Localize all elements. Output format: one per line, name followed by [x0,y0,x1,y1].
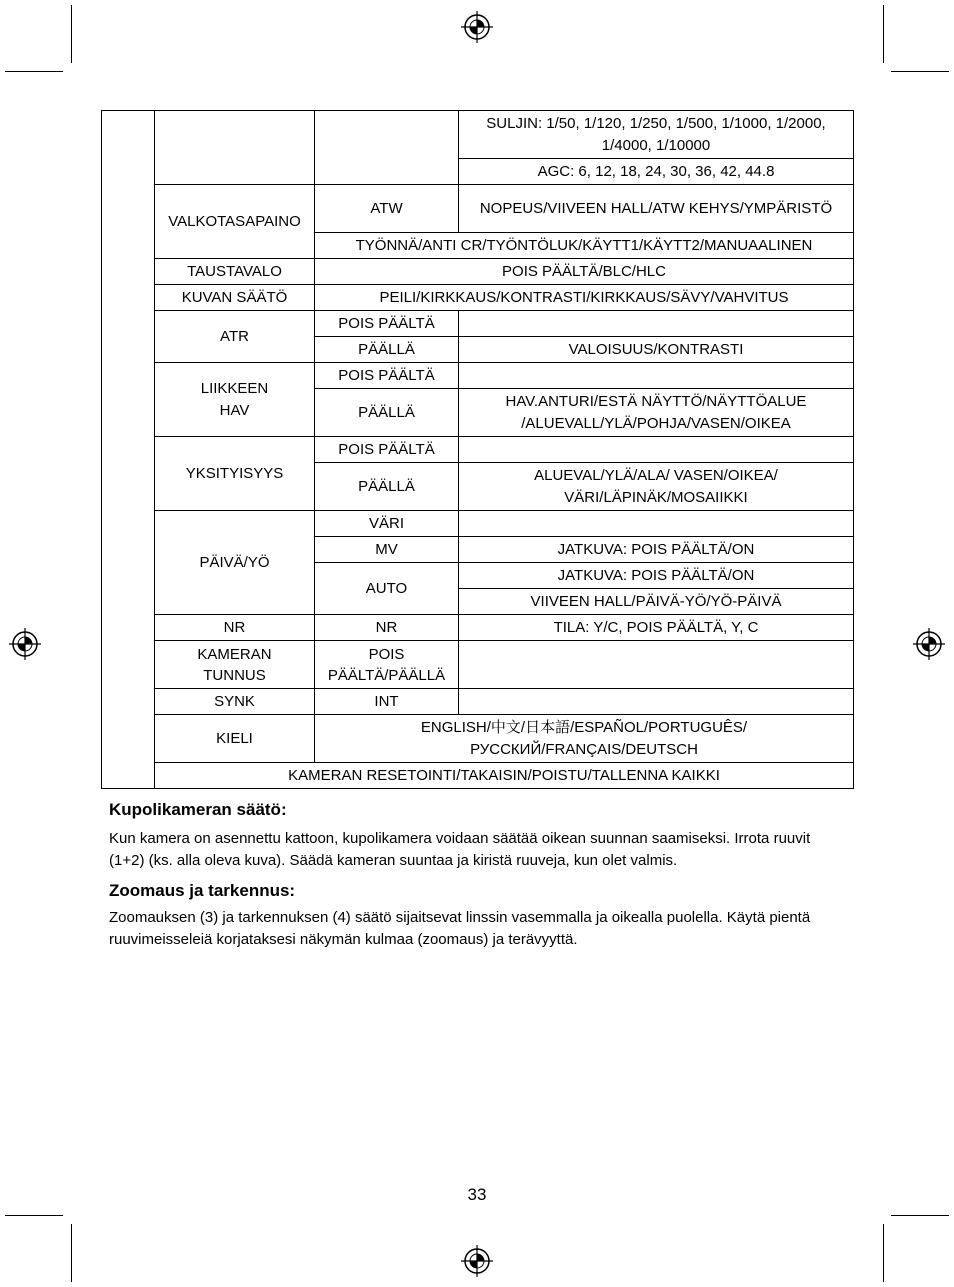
table-row [102,511,854,537]
menu-mode: POIS PÄÄLTÄ [315,363,459,389]
menu-value-line: HAV.ANTURI/ESTÄ NÄYTTÖ/NÄYTTÖALUE [505,392,807,410]
menu-label: YKSITYISYYS [155,437,315,511]
section-title: Kupolikameran säätö: [109,800,287,819]
menu-label-line: LIIKKEEN [200,379,269,397]
menu-mode-line: PÄÄLTÄ/PÄÄLLÄ [327,666,446,684]
menu-mode-line: POIS [368,645,405,663]
table-row [102,259,854,285]
table-cell-empty [155,111,315,185]
menu-value: TILA: Y/C, POIS PÄÄLTÄ, Y, C [459,615,854,641]
menu-value: JATKUVA: POIS PÄÄLTÄ/ON [459,563,854,589]
table-row [102,311,854,337]
menu-mode: VÄRI [315,511,459,537]
table-row [102,437,854,463]
crop-mark [5,1215,63,1216]
menu-mode: PÄÄLLÄ [315,337,459,363]
menu-label [155,641,315,689]
menu-mode: PÄÄLLÄ [315,463,459,511]
crop-mark [5,71,63,72]
table-cell-empty [459,437,854,463]
registration-target-icon [8,627,42,661]
menu-value-line: VÄRI/LÄPINÄK/MOSAIIKKI [564,488,748,506]
table-cell-empty [459,641,854,689]
table-row [102,285,854,311]
section-title: Zoomaus ja tarkennus: [109,881,296,900]
agc-values: AGC: 6, 12, 18, 24, 30, 36, 42, 44.8 [459,159,854,185]
menu-value: KAMERAN RESETOINTI/TAKAISIN/POISTU/TALLENNA KAIKKI [155,763,854,789]
page-number: 33 [467,1185,487,1204]
menu-value: POIS PÄÄLTÄ/BLC/HLC [315,259,854,285]
crop-mark [883,1224,884,1282]
registration-target-icon [460,10,494,44]
menu-mode: POIS PÄÄLTÄ [315,311,459,337]
table-row [102,363,854,389]
menu-label-line: HAV [219,401,250,419]
table-row [102,715,854,763]
table-row [102,689,854,715]
table-cell-empty [459,311,854,337]
menu-label [155,363,315,437]
menu-label-line: TUNNUS [203,666,266,684]
menu-label: PÄIVÄ/YÖ [155,511,315,615]
menu-mode: INT [315,689,459,715]
menu-value [459,463,854,511]
menu-value [315,715,854,763]
menu-label: SYNK [155,689,315,715]
registration-target-icon [460,1244,494,1278]
table-row [102,641,854,689]
table-row [102,615,854,641]
shutter-values: SULJIN: 1/50, 1/120, 1/250, 1/500, 1/1000, 1/2000, 1/4000, 1/10000 [459,111,854,159]
menu-value: JATKUVA: POIS PÄÄLTÄ/ON [459,537,854,563]
menu-value-line: /ALUEVALL/YLÄ/POHJA/VASEN/OIKEA [521,414,791,432]
menu-mode: PÄÄLLÄ [315,389,459,437]
menu-value: VIIVEEN HALL/PÄIVÄ-YÖ/YÖ-PÄIVÄ [459,589,854,615]
crop-mark [891,71,949,72]
menu-value-line: РУССКИЙ/FRANÇAIS/DEUTSCH [470,740,698,758]
table-row [102,185,854,233]
menu-label-line: KAMERAN [197,645,272,663]
menu-label: VALKOTASAPAINO [155,185,315,259]
crop-mark [883,5,884,63]
registration-target-icon [912,627,946,661]
menu-label: TAUSTAVALO [155,259,315,285]
menu-value-line: ALUEVAL/YLÄ/ALA/ VASEN/OIKEA/ [534,466,778,484]
menu-mode [315,641,459,689]
menu-value-line: ENGLISH/中文/日本語/ESPAÑOL/PORTUGUÊS/ [420,718,748,736]
menu-mode: NR [315,615,459,641]
menu-mode: POIS PÄÄLTÄ [315,437,459,463]
crop-mark [891,1215,949,1216]
menu-mode: ATW [315,185,459,233]
crop-mark [71,1224,72,1282]
menu-value: VALOISUUS/KONTRASTI [459,337,854,363]
menu-mode: MV [315,537,459,563]
table-cell-empty [459,363,854,389]
table-cell-empty [315,111,459,185]
crop-mark [71,5,72,63]
section-text: Kun kamera on asennettu kattoon, kupolikamera voidaan säätää oikean suunnan saamiseksi. Irrota ruuvit (1+2) (ks. alla oleva kuva). Säädä kameran suuntaa ja kiristä ruuveja, kun olet valmis. [109,830,811,869]
table-cell-empty [459,511,854,537]
table-cell-empty [102,111,155,789]
menu-label: KIELI [155,715,315,763]
camera-menu-table [101,110,854,789]
menu-value [459,389,854,437]
menu-mode: AUTO [315,563,459,615]
table-cell-empty [459,689,854,715]
menu-label: NR [155,615,315,641]
menu-value: TYÖNNÄ/ANTI CR/TYÖNTÖLUK/KÄYTT1/KÄYTT2/MANUAALINEN [315,233,854,259]
menu-value: NOPEUS/VIIVEEN HALL/ATW KEHYS/YMPÄRISTÖ [459,185,854,233]
menu-label: ATR [155,311,315,363]
table-row [102,111,854,159]
menu-value: PEILI/KIRKKAUS/KONTRASTI/KIRKKAUS/SÄVY/VAHVITUS [315,285,854,311]
table-row [102,763,854,789]
section-text: Zoomauksen (3) ja tarkennuksen (4) säätö sijaitsevat linssin vasemmalla ja oikealla puolella. Käytä pientä ruuvimeisseleiä korjataksesi näkymän kulmaa (zoomaus) ja terävyyttä. [109,909,811,948]
menu-label: KUVAN SÄÄTÖ [155,285,315,311]
